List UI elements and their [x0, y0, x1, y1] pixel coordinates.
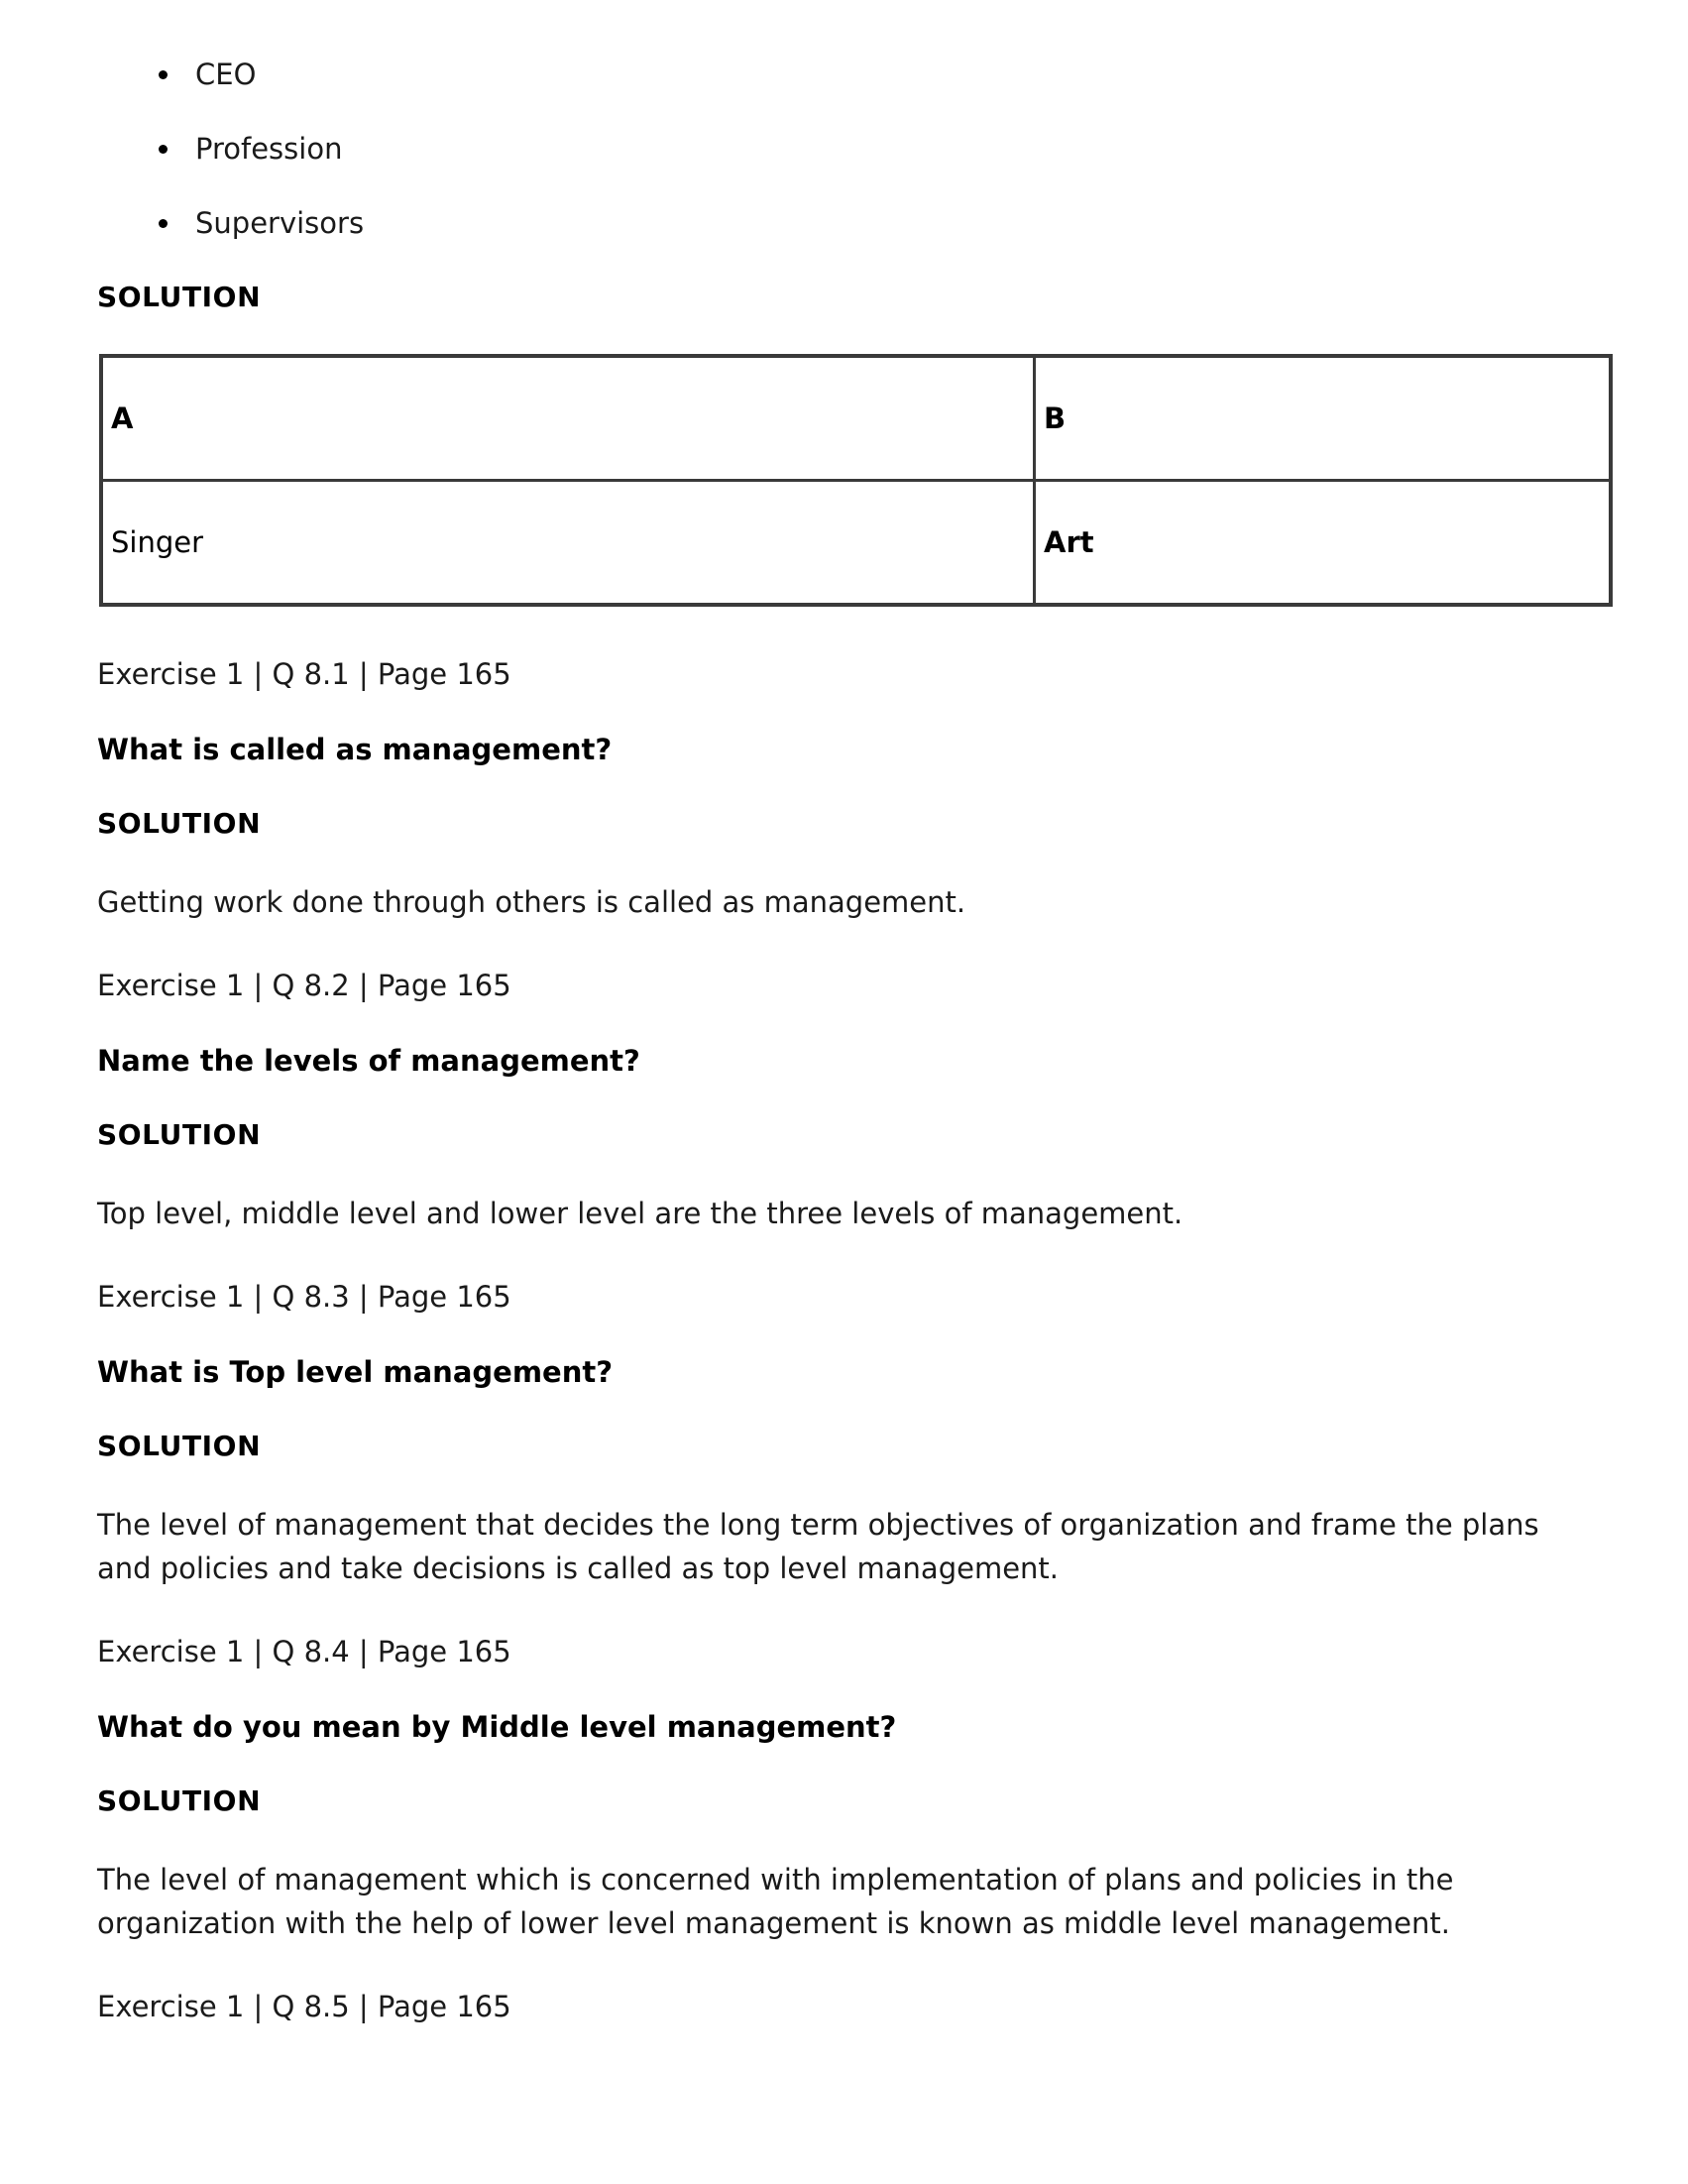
list-item — [97, 206, 1588, 240]
exercise-meta: Exercise 1 | Q 8.5 | Page 165 — [97, 1990, 511, 2023]
document-content — [97, 0, 1588, 2024]
solution-label: SOLUTION — [97, 281, 262, 313]
solution-label: SOLUTION — [97, 1118, 262, 1151]
exercise-meta: Exercise 1 | Q 8.4 | Page 165 — [97, 1635, 511, 1668]
list-item — [97, 132, 1588, 166]
exercise-meta: Exercise 1 | Q 8.1 | Page 165 — [97, 657, 511, 691]
table-cell-b: Art — [1035, 481, 1612, 606]
bullet-list — [97, 57, 1588, 240]
question-title: What is Top level management? — [97, 1355, 614, 1389]
table-header-b: B — [1035, 356, 1612, 481]
qa-section-8-2 — [97, 968, 1588, 1235]
list-item — [97, 57, 1588, 91]
bullet-dot-icon — [159, 70, 168, 79]
qa-section-8-1 — [97, 656, 1588, 924]
list-item-label: CEO — [195, 57, 257, 91]
table-cell-a: Singer — [101, 481, 1035, 606]
bullet-dot-icon — [159, 145, 168, 154]
match-pairs-table — [99, 354, 1613, 607]
exercise-meta: Exercise 1 | Q 8.2 | Page 165 — [97, 969, 511, 1002]
question-title: Name the levels of management? — [97, 1044, 640, 1078]
solution-label: SOLUTION — [97, 1430, 262, 1462]
qa-section-8-4 — [97, 1634, 1588, 1945]
bullet-dot-icon — [159, 219, 168, 228]
qa-section-8-3 — [97, 1279, 1588, 1590]
solution-label: SOLUTION — [97, 807, 262, 840]
list-item-label: Supervisors — [195, 206, 365, 240]
exercise-meta: Exercise 1 | Q 8.3 | Page 165 — [97, 1280, 511, 1314]
solution-label: SOLUTION — [97, 1784, 262, 1817]
answer-text: Getting work done through others is called as management. — [97, 885, 966, 919]
list-item-label: Profession — [195, 132, 343, 166]
table-row — [101, 481, 1611, 606]
answer-text: Top level, middle level and lower level are the three levels of management. — [97, 1197, 1183, 1230]
table-header-a: A — [101, 356, 1035, 481]
answer-text: The level of management that decides the long term objectives of organization and frame the plans and policies and take decisions is called as top level management. — [97, 1508, 1539, 1585]
question-title: What is called as management? — [97, 733, 613, 766]
question-title: What do you mean by Middle level management? — [97, 1710, 897, 1744]
table-row — [101, 356, 1611, 481]
answer-text: The level of management which is concerned with implementation of plans and policies in the organization with the help of lower level management is known as middle level management. — [97, 1863, 1454, 1940]
